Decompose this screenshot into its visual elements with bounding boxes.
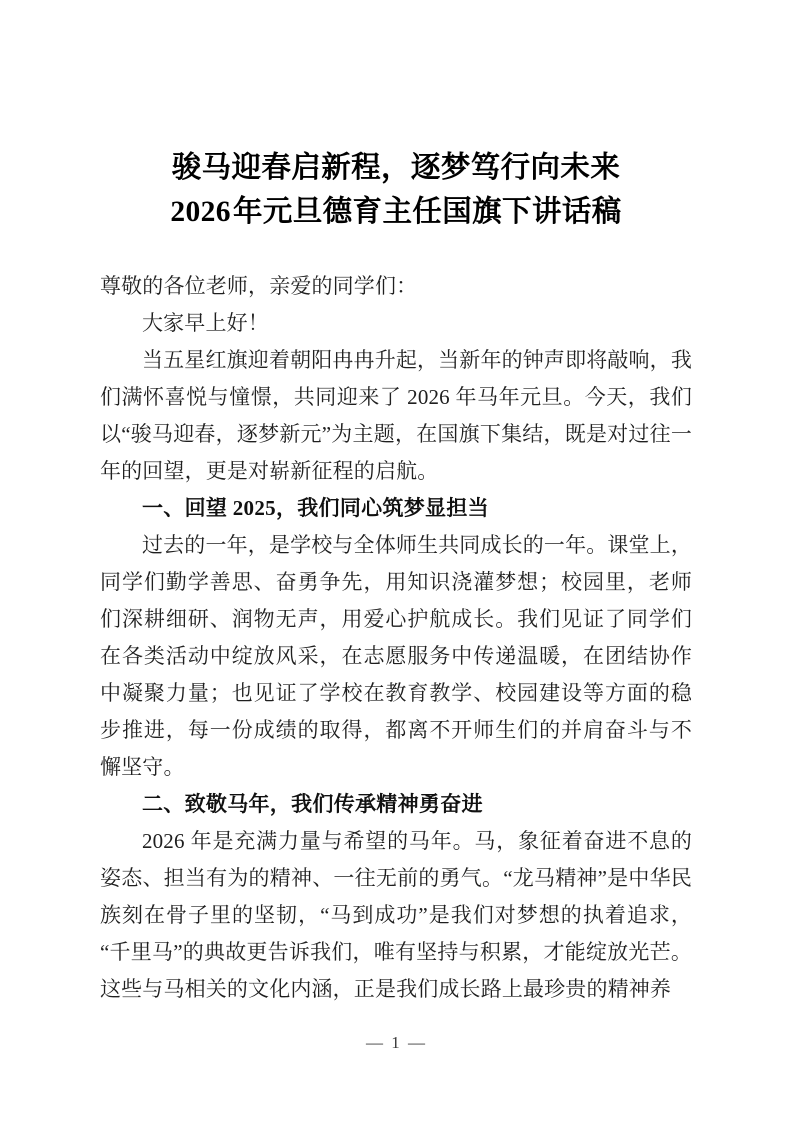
document-content <box>100 0 692 1008</box>
document-title <box>100 0 692 234</box>
section-heading-1: 一、回望 2025，我们同心筑梦显担当 <box>142 496 489 520</box>
document-body <box>100 268 692 1008</box>
section-paragraph-1: 过去的一年，是学校与全体师生共同成长的一年。课堂上，同学们勤学善思、奋勇争先，用知识浇灌梦想；校园里，老师们深耕细研、润物无声，用爱心护航成长。我们见证了同学们在各类活动中绽放风采，在志愿服务中传递温暖，在团结协作中凝聚力量；也见证了学校在教育教学、校园建设等方面的稳步推进，每一份成绩的取得，都离不开师生们的并肩奋斗与不懈坚守。 <box>100 533 692 779</box>
salutation-line: 尊敬的各位老师，亲爱的同学们： <box>100 274 418 298</box>
section-paragraph-2: 2026 年是充满力量与希望的马年。马，象征着奋进不息的姿态、担当有为的精神、一往无前的勇气。“龙马精神”是中华民族刻在骨子里的坚韧，“马到成功”是我们对梦想的执着追求，“千里马”的典故更告诉我们，唯有坚持与积累，才能绽放光芒。这些与马相关的文化内涵，正是我们成长路上最珍贵的精神养 <box>100 829 692 1001</box>
document-title-line-1: 骏马迎春启新程，逐梦笃行向未来 <box>171 152 621 184</box>
document-title-line-2 <box>100 190 692 234</box>
opening-paragraph: 当五星红旗迎着朝阳冉冉升起，当新年的钟声即将敲响，我们满怀喜悦与憧憬，共同迎来了 2026 年马年元旦。今天，我们以“骏马迎春，逐梦新元”为主题，在国旗下集结，既是对过往一年的回望，更是对崭新征程的启航。 <box>100 348 692 483</box>
greeting-line: 大家早上好！ <box>142 311 269 335</box>
document-title-year: 2026 <box>170 196 231 228</box>
section-heading-2: 二、致敬马年，我们传承精神勇奋进 <box>142 792 483 816</box>
page-number-footer: — 1 — <box>366 1033 427 1052</box>
document-title-line-2-text: 年元旦德育主任国旗下讲话稿 <box>232 196 622 228</box>
